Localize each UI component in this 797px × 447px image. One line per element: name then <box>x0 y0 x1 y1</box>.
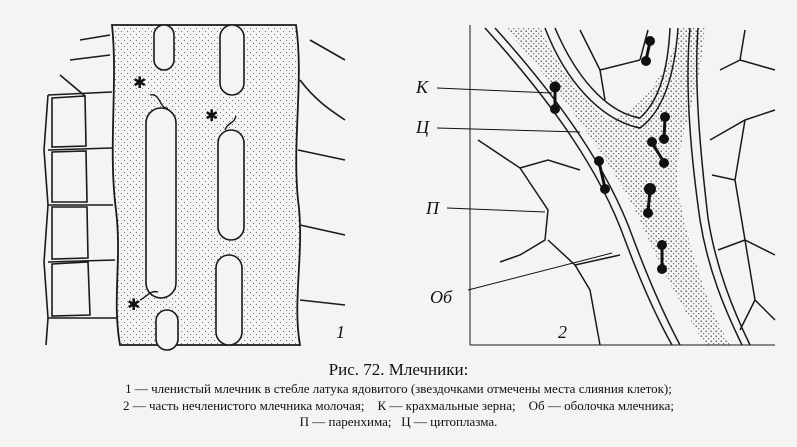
label-ob: Об <box>430 287 453 307</box>
star-marker-1: ✱ <box>133 73 147 92</box>
caption-k: К — крахмальные зерна; <box>377 398 516 413</box>
label-k: К <box>416 77 428 97</box>
caption-ts: Ц — цитоплазма. <box>401 414 498 429</box>
panel-2-drawing <box>470 25 775 345</box>
star-marker-2: ✱ <box>205 106 219 125</box>
caption-panel-2: 2 — часть нечленистого млечника молочая; <box>123 398 365 413</box>
caption-p: П — паренхима; <box>299 414 392 429</box>
caption-ob: Об — оболочка млечника; <box>528 398 674 413</box>
label-ts: Ц <box>416 117 429 137</box>
label-p: П <box>426 198 439 218</box>
panel-1-drawing <box>44 25 345 350</box>
starch-grain <box>596 158 609 193</box>
star-marker-3: ✱ <box>127 295 141 314</box>
panel-2-number: 2 <box>558 322 567 342</box>
caption-line-1: 1 — членистый млечник в стебле латука ядовитого (звездочками отмечены места слияния клеток); <box>125 381 672 396</box>
panel-1-number: 1 <box>336 322 345 342</box>
figure-title: Рис. 72. Млечники: <box>328 360 469 379</box>
caption-line-2 <box>0 398 797 414</box>
caption-line-3 <box>0 414 797 430</box>
